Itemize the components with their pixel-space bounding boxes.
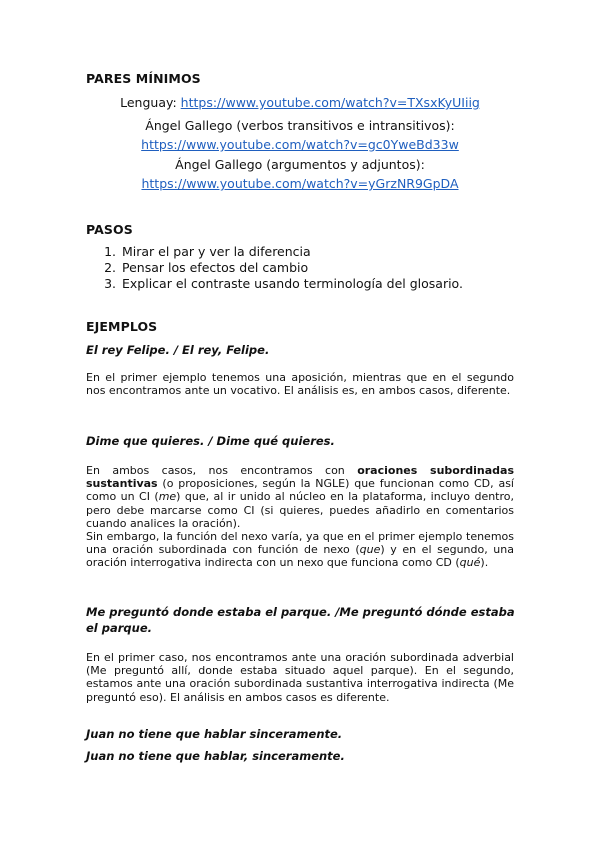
bold-term: oraciones subordinadas sustantivas [86, 464, 514, 491]
italic-term: me [158, 490, 177, 504]
text-run: En ambos casos, nos encontramos con [86, 464, 358, 477]
example-sentence-4b: Juan no tiene que hablar, sinceramente. [86, 749, 345, 763]
list-item: 1. Mirar el par y ver la diferencia [120, 244, 520, 260]
section-title-ejemplos: EJEMPLOS [86, 319, 158, 334]
example-pair-3: Me preguntó donde estaba el parque. /Me preguntó dónde estaba el parque. [86, 605, 515, 635]
youtube-link[interactable]: https://www.youtube.com/watch?v=TXsxKyUIiig [180, 95, 480, 110]
youtube-link[interactable]: https://www.youtube.com/watch?v=gc0YweBd33w [141, 137, 459, 152]
example-pair-2: Dime que quieres. / Dime qué quieres. [86, 434, 335, 448]
paragraph [86, 530, 514, 570]
steps-list [86, 244, 520, 292]
text-run: Sin embargo, la función del nexo varía, ya que en el primer ejemplo tenemos una oración subordinada con función de nexo ( [86, 530, 514, 557]
italic-term: que [359, 543, 381, 557]
section-title-pares-minimos: PARES MÍNIMOS [86, 71, 201, 86]
text-run: ). [480, 556, 489, 570]
example-pair-1: El rey Felipe. / El rey, Felipe. [86, 343, 270, 357]
italic-term: qué [459, 556, 481, 570]
example-explanation-2 [86, 464, 514, 570]
video-label: Lenguay: [120, 95, 177, 110]
video-link-lenguay [86, 93, 514, 112]
example-sentence-4a: Juan no tiene que hablar sinceramente. [86, 727, 343, 741]
video-link-gallego-argumentos [86, 155, 514, 193]
text-run: (o proposiciones, según la NGLE) que funcionan como CD, así como un CI ( [86, 477, 514, 504]
video-link-gallego-verbos [86, 116, 514, 154]
list-item: 2. Pensar los efectos del cambio [120, 260, 520, 276]
list-item: 3. Explicar el contraste usando terminología del glosario. [120, 276, 520, 292]
youtube-link[interactable]: https://www.youtube.com/watch?v=yGrzNR9GpDA [141, 176, 459, 191]
section-title-pasos: PASOS [86, 222, 133, 237]
text-run: ) y en el segundo, una oración interrogativa indirecta con un nexo que funciona como CD ( [86, 543, 514, 570]
paragraph [86, 464, 514, 530]
example-explanation-1: En el primer ejemplo tenemos una aposición, mientras que en el segundo nos encontramos ante un vocativo. El análisis es, en ambos casos, diferente. [86, 371, 514, 398]
video-label: Ángel Gallego (verbos transitivos e intransitivos): [145, 118, 455, 133]
text-run: ) que, al ir unido al núcleo en la plataforma, incluyo dentro, pero debe marcarse como CI (si quieres, puedes añadirlo en comentarios cuando analices la oración). [86, 490, 514, 530]
video-label: Ángel Gallego (argumentos y adjuntos): [175, 157, 425, 172]
example-explanation-3: En el primer caso, nos encontramos ante una oración subordinada adverbial (Me preguntó allí, donde estaba situado aquel parque). En el segundo, estamos ante una oración subordinada sustantiva interrogativa indirecta (Me preguntó eso). El análisis en ambos casos es diferente. [86, 651, 514, 704]
